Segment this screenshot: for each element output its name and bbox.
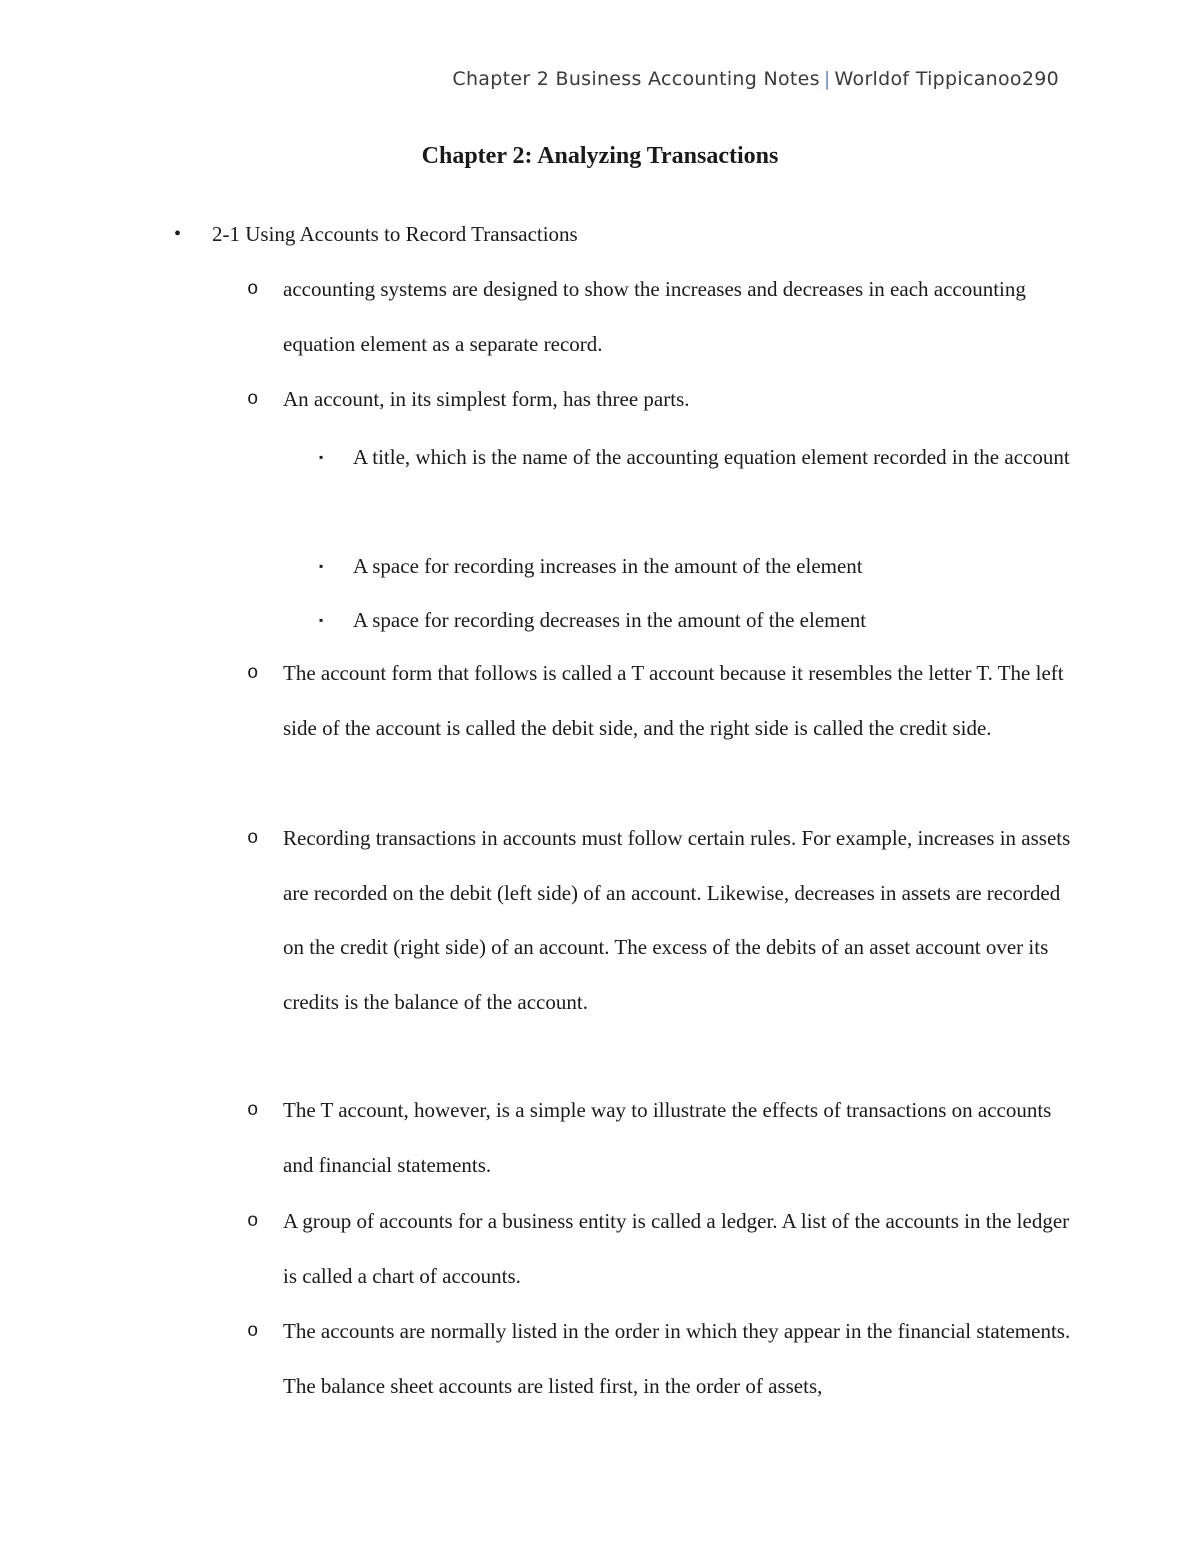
list-item-text: Recording transactions in accounts must follow certain rules. For example, increases in assets are recorded on the debit (left side) of an account. Likewise, decreases in assets are recorded on the credit (right side) of an account. The excess of the debits of an asset account over its credits is the balance of the account. [283,826,1071,1014]
list-item-text: The account form that follows is called a T account because it resembles the letter T. The left side of the account is called the debit side, and the right side is called the credit side. [283,661,1064,740]
bullet-circle-icon: o [247,1210,259,1232]
list-item [247,1194,1073,1303]
list-item [247,1083,1073,1192]
sub-list-item-text: A space for recording increases in the amount of the element [353,554,863,578]
list-item [247,1304,1073,1413]
header-separator: | [823,68,831,90]
sub-list-item-text: A title, which is the name of the accounting equation element recorded in the account [353,445,1070,469]
sub-list-item-text: A space for recording decreases in the amount of the element [353,608,867,632]
bullet-circle-icon: o [247,388,259,410]
bullet-circle-icon: o [247,1320,259,1342]
running-header [452,68,1059,90]
list-item-text: accounting systems are designed to show the increases and decreases in each accounting equation element as a separate record. [283,277,1026,356]
bullet-square-icon: ▪ [319,450,324,464]
list-item [247,811,1073,1029]
section-heading: 2-1 Using Accounts to Record Transactions [212,222,578,246]
bullet-dot-icon: • [174,223,182,245]
list-item [247,262,1073,371]
list-item [247,372,1073,427]
bullet-square-icon: ▪ [319,559,324,573]
header-author: Worldof Tippicanoo290 [834,68,1059,90]
bullet-circle-icon: o [247,1099,259,1121]
bullet-square-icon: ▪ [319,613,324,627]
list-item-text: The T account, however, is a simple way to illustrate the effects of transactions on accounts and financial statements. [283,1098,1052,1177]
header-document-title: Chapter 2 Business Accounting Notes [452,68,820,90]
bullet-circle-icon: o [247,278,259,300]
bullet-circle-icon: o [247,662,259,684]
list-item-text: The accounts are normally listed in the order in which they appear in the financial statements. The balance sheet accounts are listed first, in the order of assets, [283,1319,1071,1398]
bullet-circle-icon: o [247,827,259,849]
list-item-text: An account, in its simplest form, has three parts. [283,387,690,411]
list-item-text: A group of accounts for a business entity is called a ledger. A list of the accounts in the ledger is called a chart of accounts. [283,1209,1070,1288]
list-item [247,646,1073,755]
section-heading-item [174,207,1072,262]
sub-list-item [319,430,1073,485]
sub-list-item [319,539,1073,594]
page-title: Chapter 2: Analyzing Transactions [421,143,779,169]
sub-list-item [319,593,1073,648]
